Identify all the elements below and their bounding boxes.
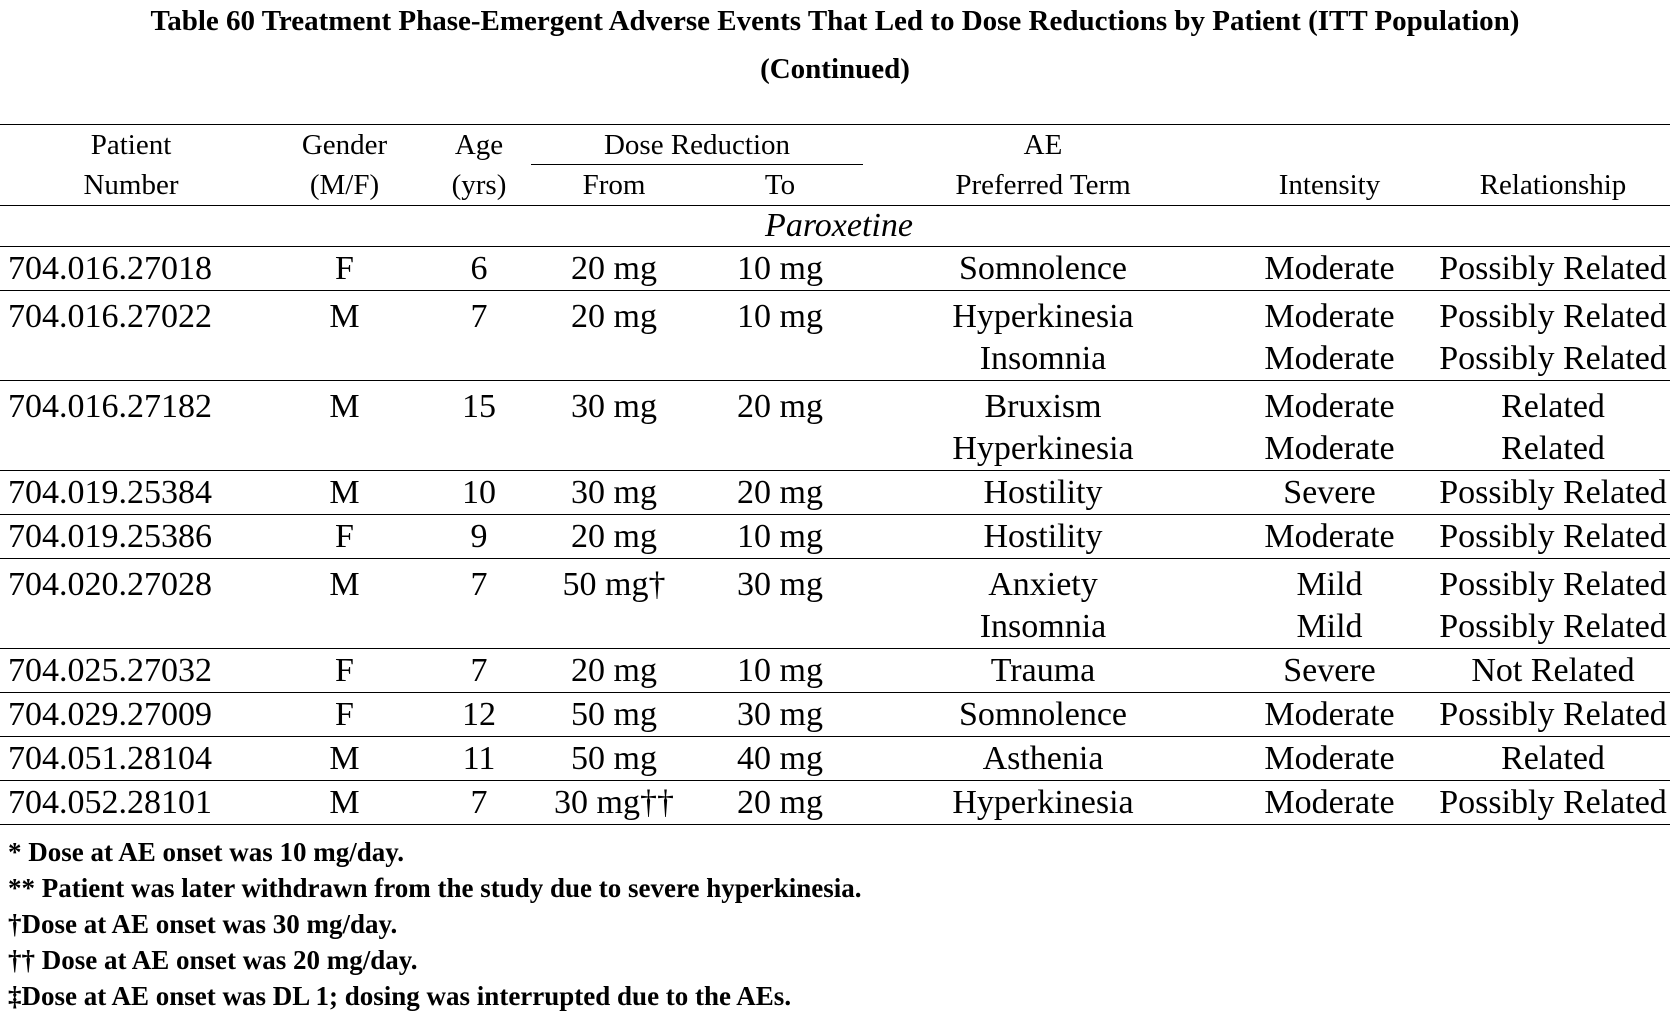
relationship-cell: Possibly Related	[1436, 781, 1670, 825]
ae-term-cell: Hyperkinesia	[863, 781, 1223, 825]
header-dose-reduction: Dose Reduction	[531, 125, 863, 166]
dose-to-cell: 10 mg	[697, 515, 863, 559]
section-label: Paroxetine	[0, 206, 1670, 247]
relationship-cell: Possibly Related	[1436, 693, 1670, 737]
intensity-cell: Moderate	[1264, 388, 1395, 425]
table-row-continuation	[0, 338, 1670, 381]
dose-from-cell: 30 mg††	[531, 781, 697, 825]
dose-from-cell: 30 mg	[531, 471, 697, 515]
relationship-cell: Not Related	[1436, 649, 1670, 693]
header-relationship: Relationship	[1436, 165, 1670, 206]
table-row	[0, 737, 1670, 781]
ae-term-cell: Hyperkinesia	[863, 428, 1223, 471]
relationship-cell: Related	[1501, 388, 1605, 425]
header-relationship-blank	[1436, 125, 1670, 166]
ae-term-cell: Hostility	[863, 471, 1223, 515]
ae-term-cell: Anxiety	[988, 566, 1098, 603]
dose-to-cell	[697, 428, 863, 471]
dose-to-cell: 20 mg	[697, 781, 863, 825]
table-row	[0, 381, 1670, 429]
age-cell: 11	[427, 737, 531, 781]
ae-term-cell: Bruxism	[984, 388, 1102, 425]
ae-term-cell: Insomnia	[863, 338, 1223, 381]
intensity-cell: Mild	[1296, 566, 1363, 603]
table-row	[0, 693, 1670, 737]
intensity-cell: Severe	[1223, 649, 1436, 693]
age-cell: 15	[462, 388, 496, 425]
gender-cell	[262, 338, 427, 381]
gender-cell: F	[262, 693, 427, 737]
relationship-cell: Related	[1436, 428, 1670, 471]
ae-term-cell: Insomnia	[863, 606, 1223, 649]
intensity-cell: Moderate	[1223, 737, 1436, 781]
gender-cell: F	[262, 247, 427, 291]
intensity-cell: Moderate	[1264, 298, 1395, 335]
footnote: ** Patient was later withdrawn from the study due to severe hyperkinesia.	[8, 873, 862, 903]
dose-from-cell: 20 mg	[531, 649, 697, 693]
table-row	[0, 781, 1670, 825]
patient-number-cell: 704.051.28104	[0, 737, 262, 781]
relationship-cell: Possibly Related	[1436, 471, 1670, 515]
footnote: †† Dose at AE onset was 20 mg/day.	[8, 945, 418, 975]
intensity-cell: Moderate	[1223, 515, 1436, 559]
age-cell	[427, 606, 531, 649]
table-row	[0, 471, 1670, 515]
patient-number-cell: 704.019.25386	[0, 515, 262, 559]
patient-number-cell: 704.016.27182	[8, 388, 212, 425]
dose-to-cell: 10 mg	[697, 247, 863, 291]
intensity-cell: Severe	[1223, 471, 1436, 515]
patient-number-cell: 704.019.25384	[0, 471, 262, 515]
header-gender-unit: (M/F)	[262, 165, 427, 206]
age-cell: 7	[470, 298, 488, 335]
dose-to-cell	[697, 606, 863, 649]
header-from: From	[531, 165, 697, 206]
table-row-continuation	[0, 428, 1670, 471]
header-preferred-term: Preferred Term	[863, 165, 1223, 206]
patient-number-cell	[0, 606, 262, 649]
dose-to-cell: 20 mg	[697, 471, 863, 515]
age-cell: 12	[427, 693, 531, 737]
dose-to-cell: 20 mg	[737, 388, 823, 425]
dose-from-cell: 20 mg	[531, 515, 697, 559]
gender-cell: M	[329, 298, 360, 335]
intensity-cell: Moderate	[1223, 338, 1436, 381]
relationship-cell: Possibly Related	[1436, 247, 1670, 291]
dose-from-cell: 50 mg	[531, 737, 697, 781]
age-cell: 7	[470, 566, 488, 603]
dose-to-cell	[697, 338, 863, 381]
relationship-cell: Possibly Related	[1436, 606, 1670, 649]
header-patient: Patient	[0, 125, 262, 166]
intensity-cell: Moderate	[1223, 781, 1436, 825]
ae-term-cell: Trauma	[863, 649, 1223, 693]
gender-cell	[262, 428, 427, 471]
header-age: Age	[427, 125, 531, 166]
header-patient-number: Number	[0, 165, 262, 206]
gender-cell: F	[262, 649, 427, 693]
patient-number-cell: 704.029.27009	[0, 693, 262, 737]
relationship-cell: Possibly Related	[1436, 338, 1670, 381]
footnote: ‡Dose at AE onset was DL 1; dosing was interrupted due to the AEs.	[8, 981, 792, 1011]
dose-to-cell: 10 mg	[737, 298, 823, 335]
title-line-2: (Continued)	[760, 53, 910, 85]
age-cell: 9	[427, 515, 531, 559]
header-intensity: Intensity	[1223, 165, 1436, 206]
dose-from-cell: 50 mg†	[562, 566, 666, 603]
relationship-cell: Possibly Related	[1439, 298, 1667, 335]
header-intensity-blank	[1223, 125, 1436, 166]
age-cell: 10	[427, 471, 531, 515]
age-cell: 6	[427, 247, 531, 291]
ae-term-cell: Asthenia	[863, 737, 1223, 781]
table-row	[0, 515, 1670, 559]
footnote: * Dose at AE onset was 10 mg/day.	[8, 837, 405, 867]
gender-cell: M	[329, 388, 360, 425]
gender-cell: M	[262, 471, 427, 515]
ae-term-cell: Somnolence	[863, 693, 1223, 737]
dose-from-cell	[531, 606, 697, 649]
patient-number-cell	[0, 428, 262, 471]
patient-number-cell: 704.020.27028	[8, 566, 212, 603]
gender-cell: F	[262, 515, 427, 559]
dose-to-cell: 30 mg	[737, 566, 823, 603]
dose-from-cell: 50 mg	[531, 693, 697, 737]
footnotes	[8, 834, 861, 1014]
patient-number-cell: 704.052.28101	[0, 781, 262, 825]
age-cell: 7	[427, 781, 531, 825]
dose-to-cell: 40 mg	[697, 737, 863, 781]
age-cell	[427, 428, 531, 471]
gender-cell	[262, 606, 427, 649]
intensity-cell: Moderate	[1223, 693, 1436, 737]
table-row	[0, 559, 1670, 607]
adverse-events-table	[0, 124, 1670, 825]
ae-term-cell: Hostility	[863, 515, 1223, 559]
relationship-cell: Related	[1436, 737, 1670, 781]
title-line-1: Table 60 Treatment Phase-Emergent Adverse Events That Led to Dose Reductions by Patient (ITT Population)	[150, 5, 1520, 37]
header-gender: Gender	[262, 125, 427, 166]
patient-number-cell: 704.025.27032	[0, 649, 262, 693]
dose-to-cell: 30 mg	[697, 693, 863, 737]
ae-term-cell: Hyperkinesia	[952, 298, 1134, 335]
dose-to-cell: 10 mg	[697, 649, 863, 693]
dose-from-cell	[531, 338, 697, 381]
dose-from-cell: 20 mg	[531, 247, 697, 291]
intensity-cell: Moderate	[1223, 428, 1436, 471]
age-cell: 7	[427, 649, 531, 693]
gender-cell: M	[262, 781, 427, 825]
age-cell	[427, 338, 531, 381]
header-to: To	[697, 165, 863, 206]
table-row-continuation	[0, 606, 1670, 649]
dose-from-cell	[531, 428, 697, 471]
relationship-cell: Possibly Related	[1439, 566, 1667, 603]
intensity-cell: Moderate	[1223, 247, 1436, 291]
ae-term-cell: Somnolence	[863, 247, 1223, 291]
footnote: †Dose at AE onset was 30 mg/day.	[8, 909, 398, 939]
intensity-cell: Mild	[1223, 606, 1436, 649]
gender-cell: M	[329, 566, 360, 603]
header-ae: AE	[863, 125, 1223, 166]
table-row	[0, 247, 1670, 291]
patient-number-cell: 704.016.27022	[8, 298, 212, 335]
patient-number-cell	[0, 338, 262, 381]
patient-number-cell: 704.016.27018	[0, 247, 262, 291]
dose-from-cell: 30 mg	[571, 388, 657, 425]
relationship-cell: Possibly Related	[1436, 515, 1670, 559]
table-row	[0, 291, 1670, 339]
gender-cell: M	[262, 737, 427, 781]
dose-from-cell: 20 mg	[571, 298, 657, 335]
table-row	[0, 649, 1670, 693]
header-age-unit: (yrs)	[427, 165, 531, 206]
